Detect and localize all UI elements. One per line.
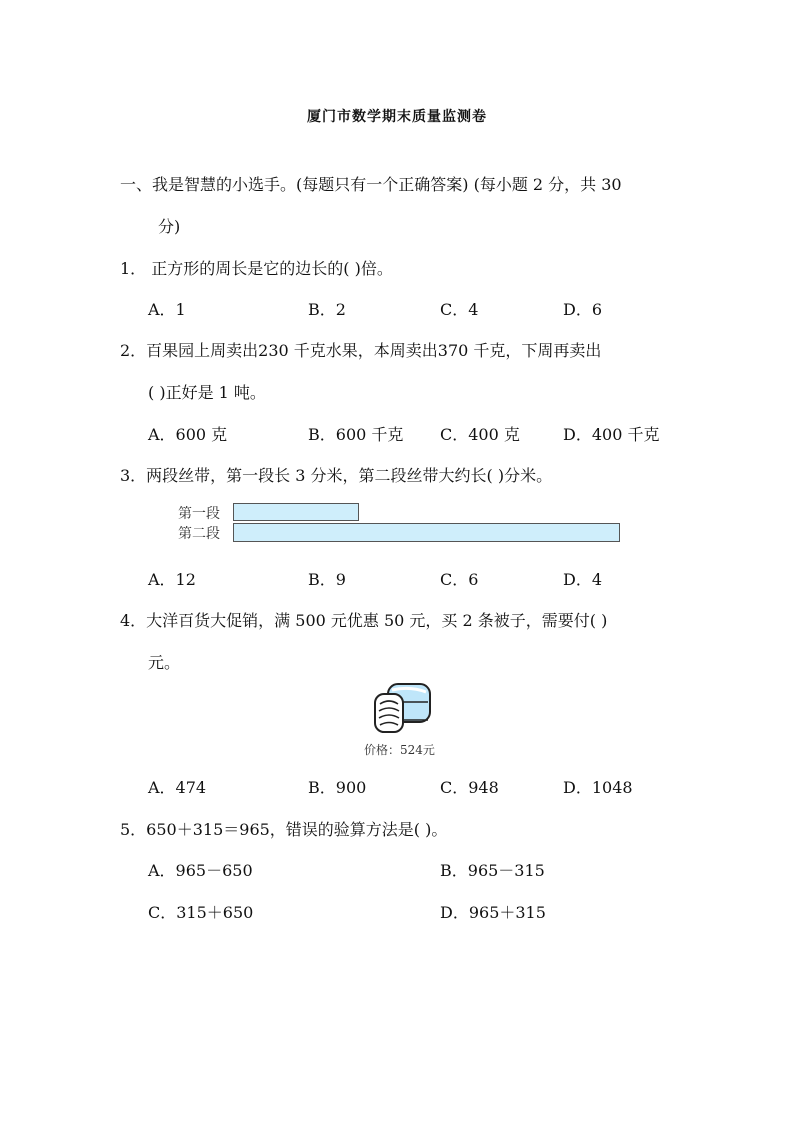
option-d: D．6 [563, 300, 603, 319]
ribbon-label-second: 第二段 [178, 526, 220, 542]
question-stem: 3．两段丝带，第一段长 3 分米，第二段丝带大约长( )分米。 [120, 466, 553, 485]
option-b: B．600 千克 [308, 425, 404, 444]
page-title: 厦门市数学期末质量监测卷 [307, 109, 487, 125]
option-c: C．6 [440, 570, 479, 589]
option-b: B．900 [308, 778, 367, 797]
ribbon-bar-second [233, 523, 620, 542]
section-heading-line1: 一、我是智慧的小选手。(每题只有一个正确答案) (每小题 2 分，共 30 [120, 175, 622, 194]
option-a: A．600 克 [148, 425, 228, 444]
option-a: A．12 [148, 570, 196, 589]
option-d: D．4 [563, 570, 603, 589]
question-stem: 5．650＋315＝965，错误的验算方法是( )。 [120, 820, 448, 839]
question-stem-line2: ( )正好是 1 吨。 [148, 383, 266, 402]
option-c: C．948 [440, 778, 499, 797]
option-c: C．4 [440, 300, 479, 319]
option-d: D．965＋315 [440, 903, 546, 922]
option-b: B．965－315 [440, 861, 545, 880]
ribbon-label-first: 第一段 [178, 506, 220, 522]
quilt-icon [370, 680, 434, 736]
option-c: C．400 克 [440, 425, 520, 444]
question-stem: 1． 正方形的周长是它的边长的( )倍。 [120, 259, 393, 278]
option-a: A．965－650 [148, 861, 253, 880]
option-d: D．1048 [563, 778, 633, 797]
option-d: D．400 千克 [563, 425, 660, 444]
section-heading-line2: 分) [158, 217, 181, 236]
question-stem-line1: 2．百果园上周卖出230 千克水果，本周卖出370 千克，下周再卖出 [120, 341, 602, 360]
ribbon-bar-first [233, 503, 359, 521]
question-stem-line1: 4．大洋百货大促销，满 500 元优惠 50 元，买 2 条被子，需要付( ) [120, 611, 608, 630]
option-a: A．1 [148, 300, 186, 319]
price-label: 价格：524元 [364, 743, 435, 757]
option-b: B．9 [308, 570, 346, 589]
option-b: B．2 [308, 300, 346, 319]
question-stem-line2: 元。 [148, 653, 181, 672]
option-c: C．315＋650 [148, 903, 254, 922]
option-a: A．474 [148, 778, 207, 797]
